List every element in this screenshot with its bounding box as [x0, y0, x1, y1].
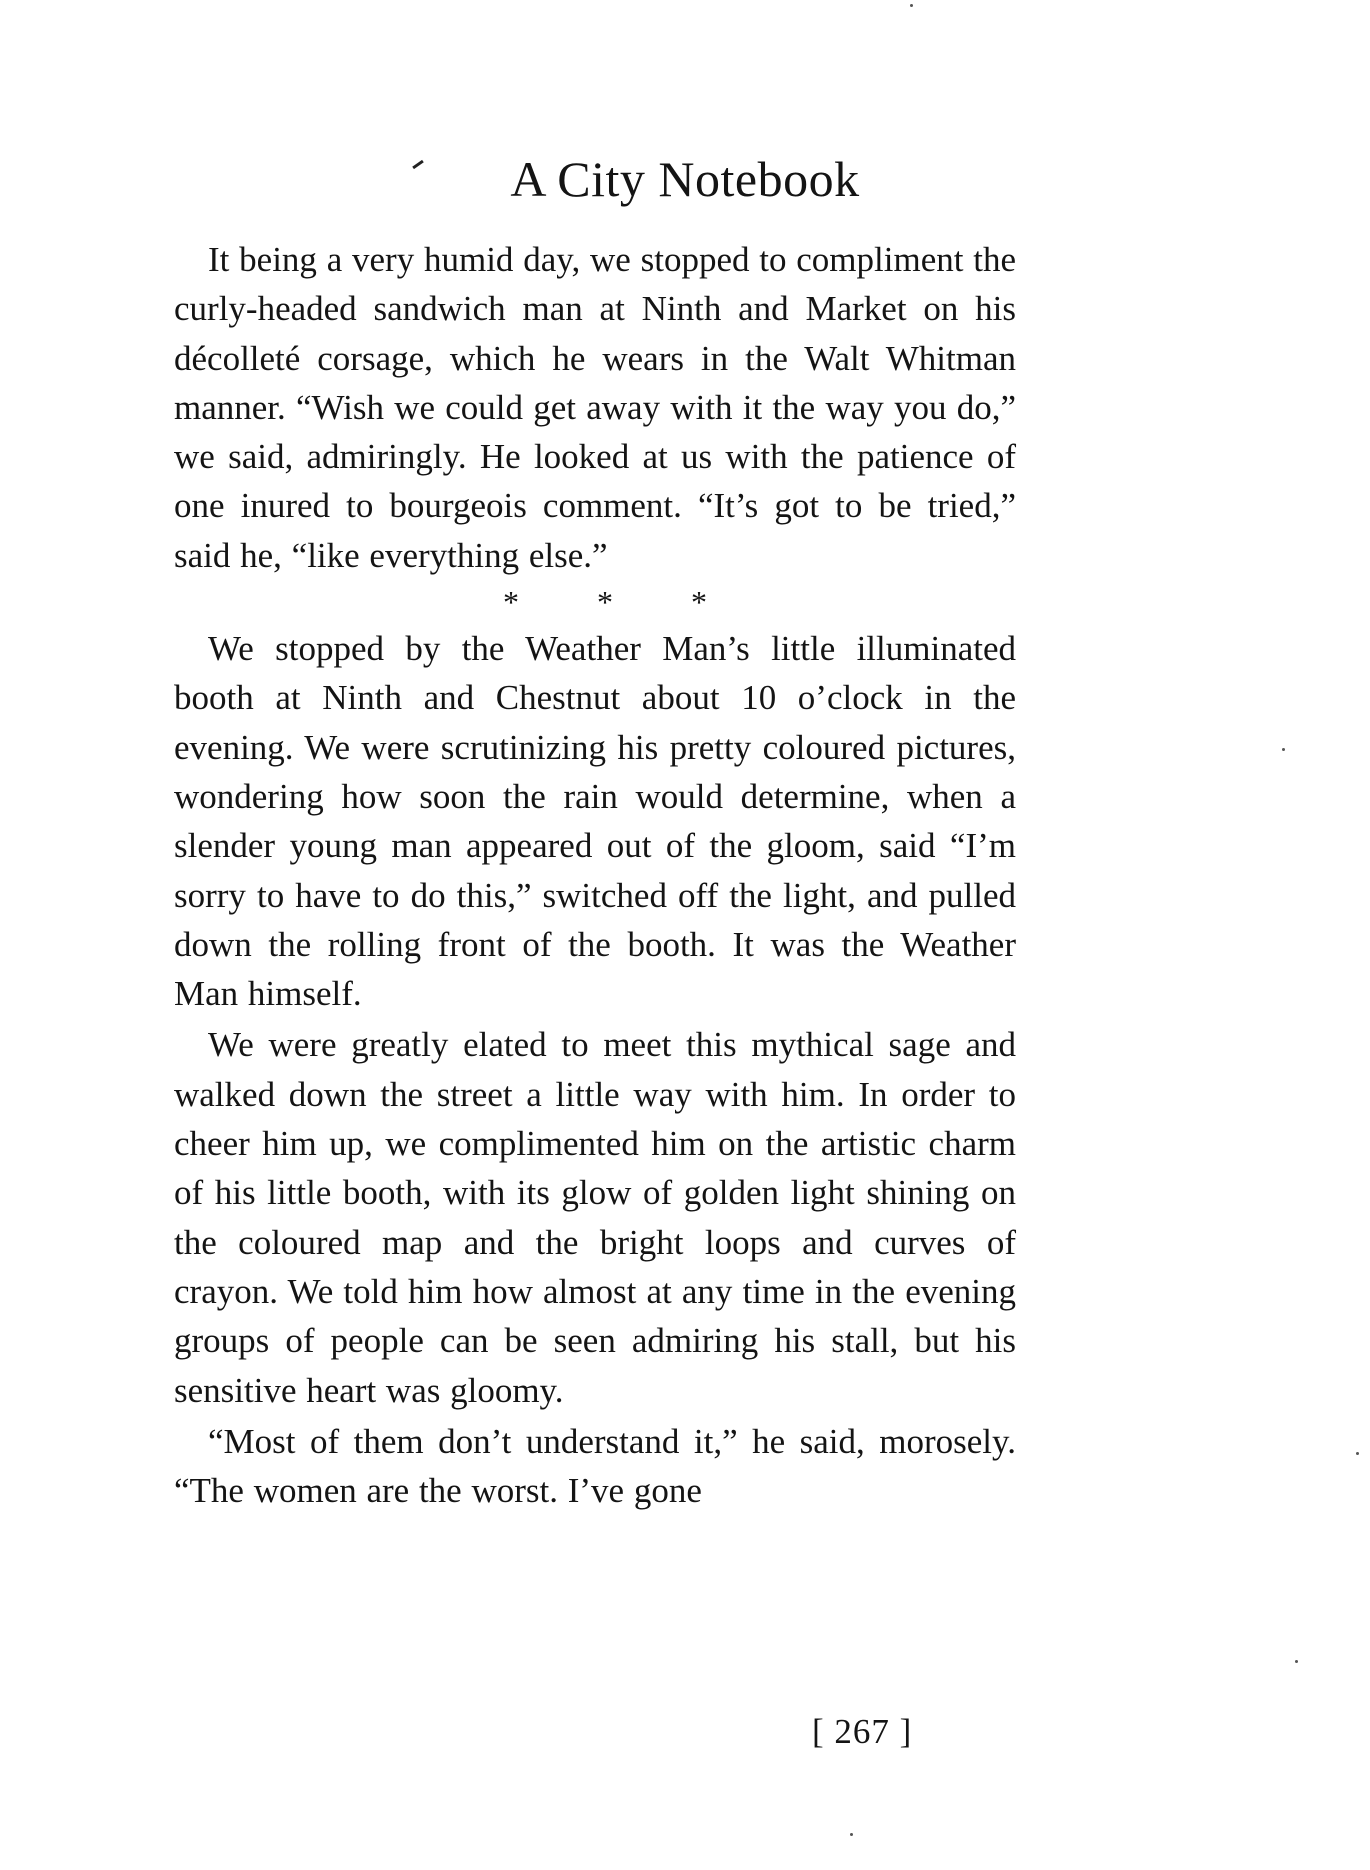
page-number: [ 267 ] — [812, 1712, 913, 1751]
paper-speck — [1282, 748, 1285, 751]
paper-speck — [1295, 1660, 1298, 1663]
paragraph-mythical-sage: We were greatly elated to meet this mythical sage and walked down the street a little way with him. In order to cheer him up, we complimented him on the artistic charm of his little booth, with its glow of golden light shining on the coloured map and the bright loops and curves of crayon. We told him how almost at any time in the evening groups of people can be seen admiring his stall, but his sensitive heart was gloomy. — [174, 1025, 1016, 1410]
paper-speck — [850, 1833, 853, 1836]
paragraph-sandwich-man: It being a very humid day, we stopped to compliment the curly-headed sandwich man at Ninth and Market on his décolleté corsage, which he wears in the Walt Whitman manner. “Wish we could get away with it the way you do,” we said, admiringly. He looked at us with the patience of one inured to bourgeois comment. “It’s got to be tried,” said he, “like everything else.” — [174, 240, 1016, 575]
asterisk: * — [597, 584, 613, 621]
paragraph-dialogue: “Most of them don’t understand it,” he said, morosely. “The women are the worst. I’ve gone — [174, 1421, 1016, 1511]
asterisk: * — [503, 584, 519, 621]
body-text — [174, 235, 1016, 1515]
paragraph-weather-man: We stopped by the Weather Man’s little illuminated booth at Ninth and Chestnut about 10 o’clock in the evening. We were scrutinizing his pretty coloured pictures, wondering how soon the rain would determine, when a slender young man appeared out of the gloom, said “I’m sorry to have to do this,” switched off the light, and pulled down the rolling front of the booth. It was the Weather Man himself. — [174, 629, 1016, 1014]
section-separator — [174, 580, 1016, 624]
paper-speck — [1356, 1452, 1359, 1455]
paper-speck — [910, 4, 913, 7]
running-title: A City Notebook — [510, 151, 860, 207]
asterisk: * — [691, 584, 707, 621]
